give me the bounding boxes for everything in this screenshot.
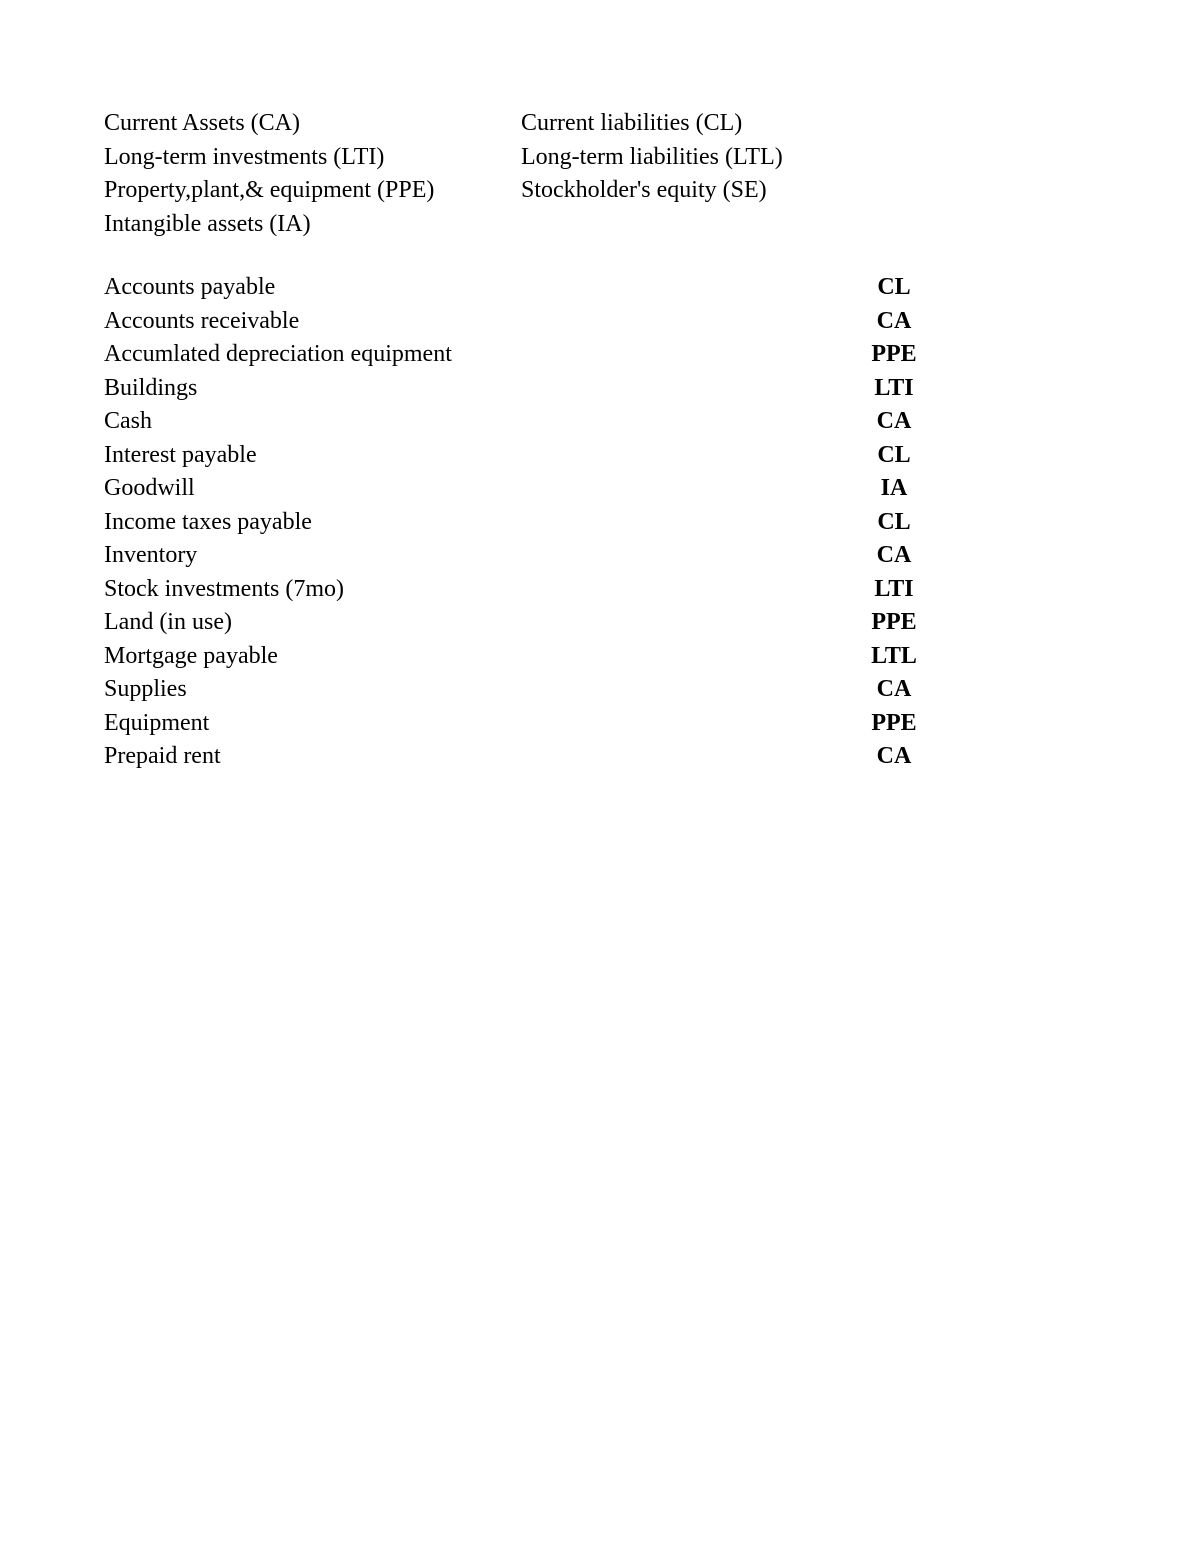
account-classification: CL bbox=[877, 274, 911, 300]
account-classification: PPE bbox=[871, 609, 917, 635]
account-name: Buildings bbox=[104, 374, 198, 401]
list-item bbox=[104, 405, 964, 439]
legend-row bbox=[104, 208, 904, 242]
account-name: Interest payable bbox=[104, 441, 257, 468]
classification-legend bbox=[104, 107, 904, 241]
list-item bbox=[104, 539, 964, 573]
account-name: Inventory bbox=[104, 542, 198, 568]
account-name: Prepaid rent bbox=[104, 743, 221, 769]
legend-category-ca: Current Assets (CA) bbox=[104, 110, 300, 136]
list-item bbox=[104, 372, 964, 406]
account-classification: CL bbox=[877, 441, 911, 468]
list-item bbox=[104, 338, 964, 372]
account-classification: IA bbox=[880, 475, 908, 501]
account-classification: LTI bbox=[874, 575, 914, 602]
account-name: Equipment bbox=[104, 709, 210, 736]
account-classification: CA bbox=[876, 676, 912, 702]
account-name: Cash bbox=[104, 408, 152, 434]
legend-category-se: Stockholder's equity (SE) bbox=[521, 177, 767, 203]
account-name: Accumlated depreciation equipment bbox=[104, 341, 452, 367]
account-classification: CL bbox=[877, 508, 911, 535]
account-name: Land (in use) bbox=[104, 609, 232, 635]
legend-category-cl: Current liabilities (CL) bbox=[521, 110, 743, 136]
list-item bbox=[104, 472, 964, 506]
legend-category-lti: Long-term investments (LTI) bbox=[104, 143, 385, 170]
list-item bbox=[104, 640, 964, 674]
account-name: Supplies bbox=[104, 676, 187, 702]
account-name: Goodwill bbox=[104, 475, 195, 501]
list-item bbox=[104, 606, 964, 640]
legend-category-ppe: Property,plant,& equipment (PPE) bbox=[104, 177, 435, 203]
legend-row bbox=[104, 174, 904, 208]
account-classification: PPE bbox=[871, 341, 917, 367]
account-name: Accounts payable bbox=[104, 274, 276, 300]
list-item bbox=[104, 573, 964, 607]
account-classification: CA bbox=[876, 542, 912, 568]
account-classification: CA bbox=[876, 408, 912, 434]
list-item bbox=[104, 271, 964, 305]
list-item bbox=[104, 707, 964, 741]
legend-category-ia: Intangible assets (IA) bbox=[104, 210, 311, 237]
account-classification: LTL bbox=[871, 642, 917, 669]
list-item bbox=[104, 740, 964, 774]
list-item bbox=[104, 439, 964, 473]
account-name: Mortgage payable bbox=[104, 642, 278, 669]
legend-row bbox=[104, 107, 904, 141]
account-name: Income taxes payable bbox=[104, 508, 312, 535]
legend-row bbox=[104, 141, 904, 175]
account-classification: CA bbox=[876, 743, 912, 769]
account-classification: PPE bbox=[871, 709, 917, 736]
list-item bbox=[104, 673, 964, 707]
account-classification: CA bbox=[876, 307, 912, 334]
account-name: Stock investments (7mo) bbox=[104, 575, 344, 602]
list-item bbox=[104, 305, 964, 339]
account-classification-list bbox=[104, 271, 964, 774]
list-item bbox=[104, 506, 964, 540]
legend-category-ltl: Long-term liabilities (LTL) bbox=[521, 143, 783, 170]
account-name: Accounts receivable bbox=[104, 307, 300, 334]
account-classification: LTI bbox=[874, 374, 914, 401]
